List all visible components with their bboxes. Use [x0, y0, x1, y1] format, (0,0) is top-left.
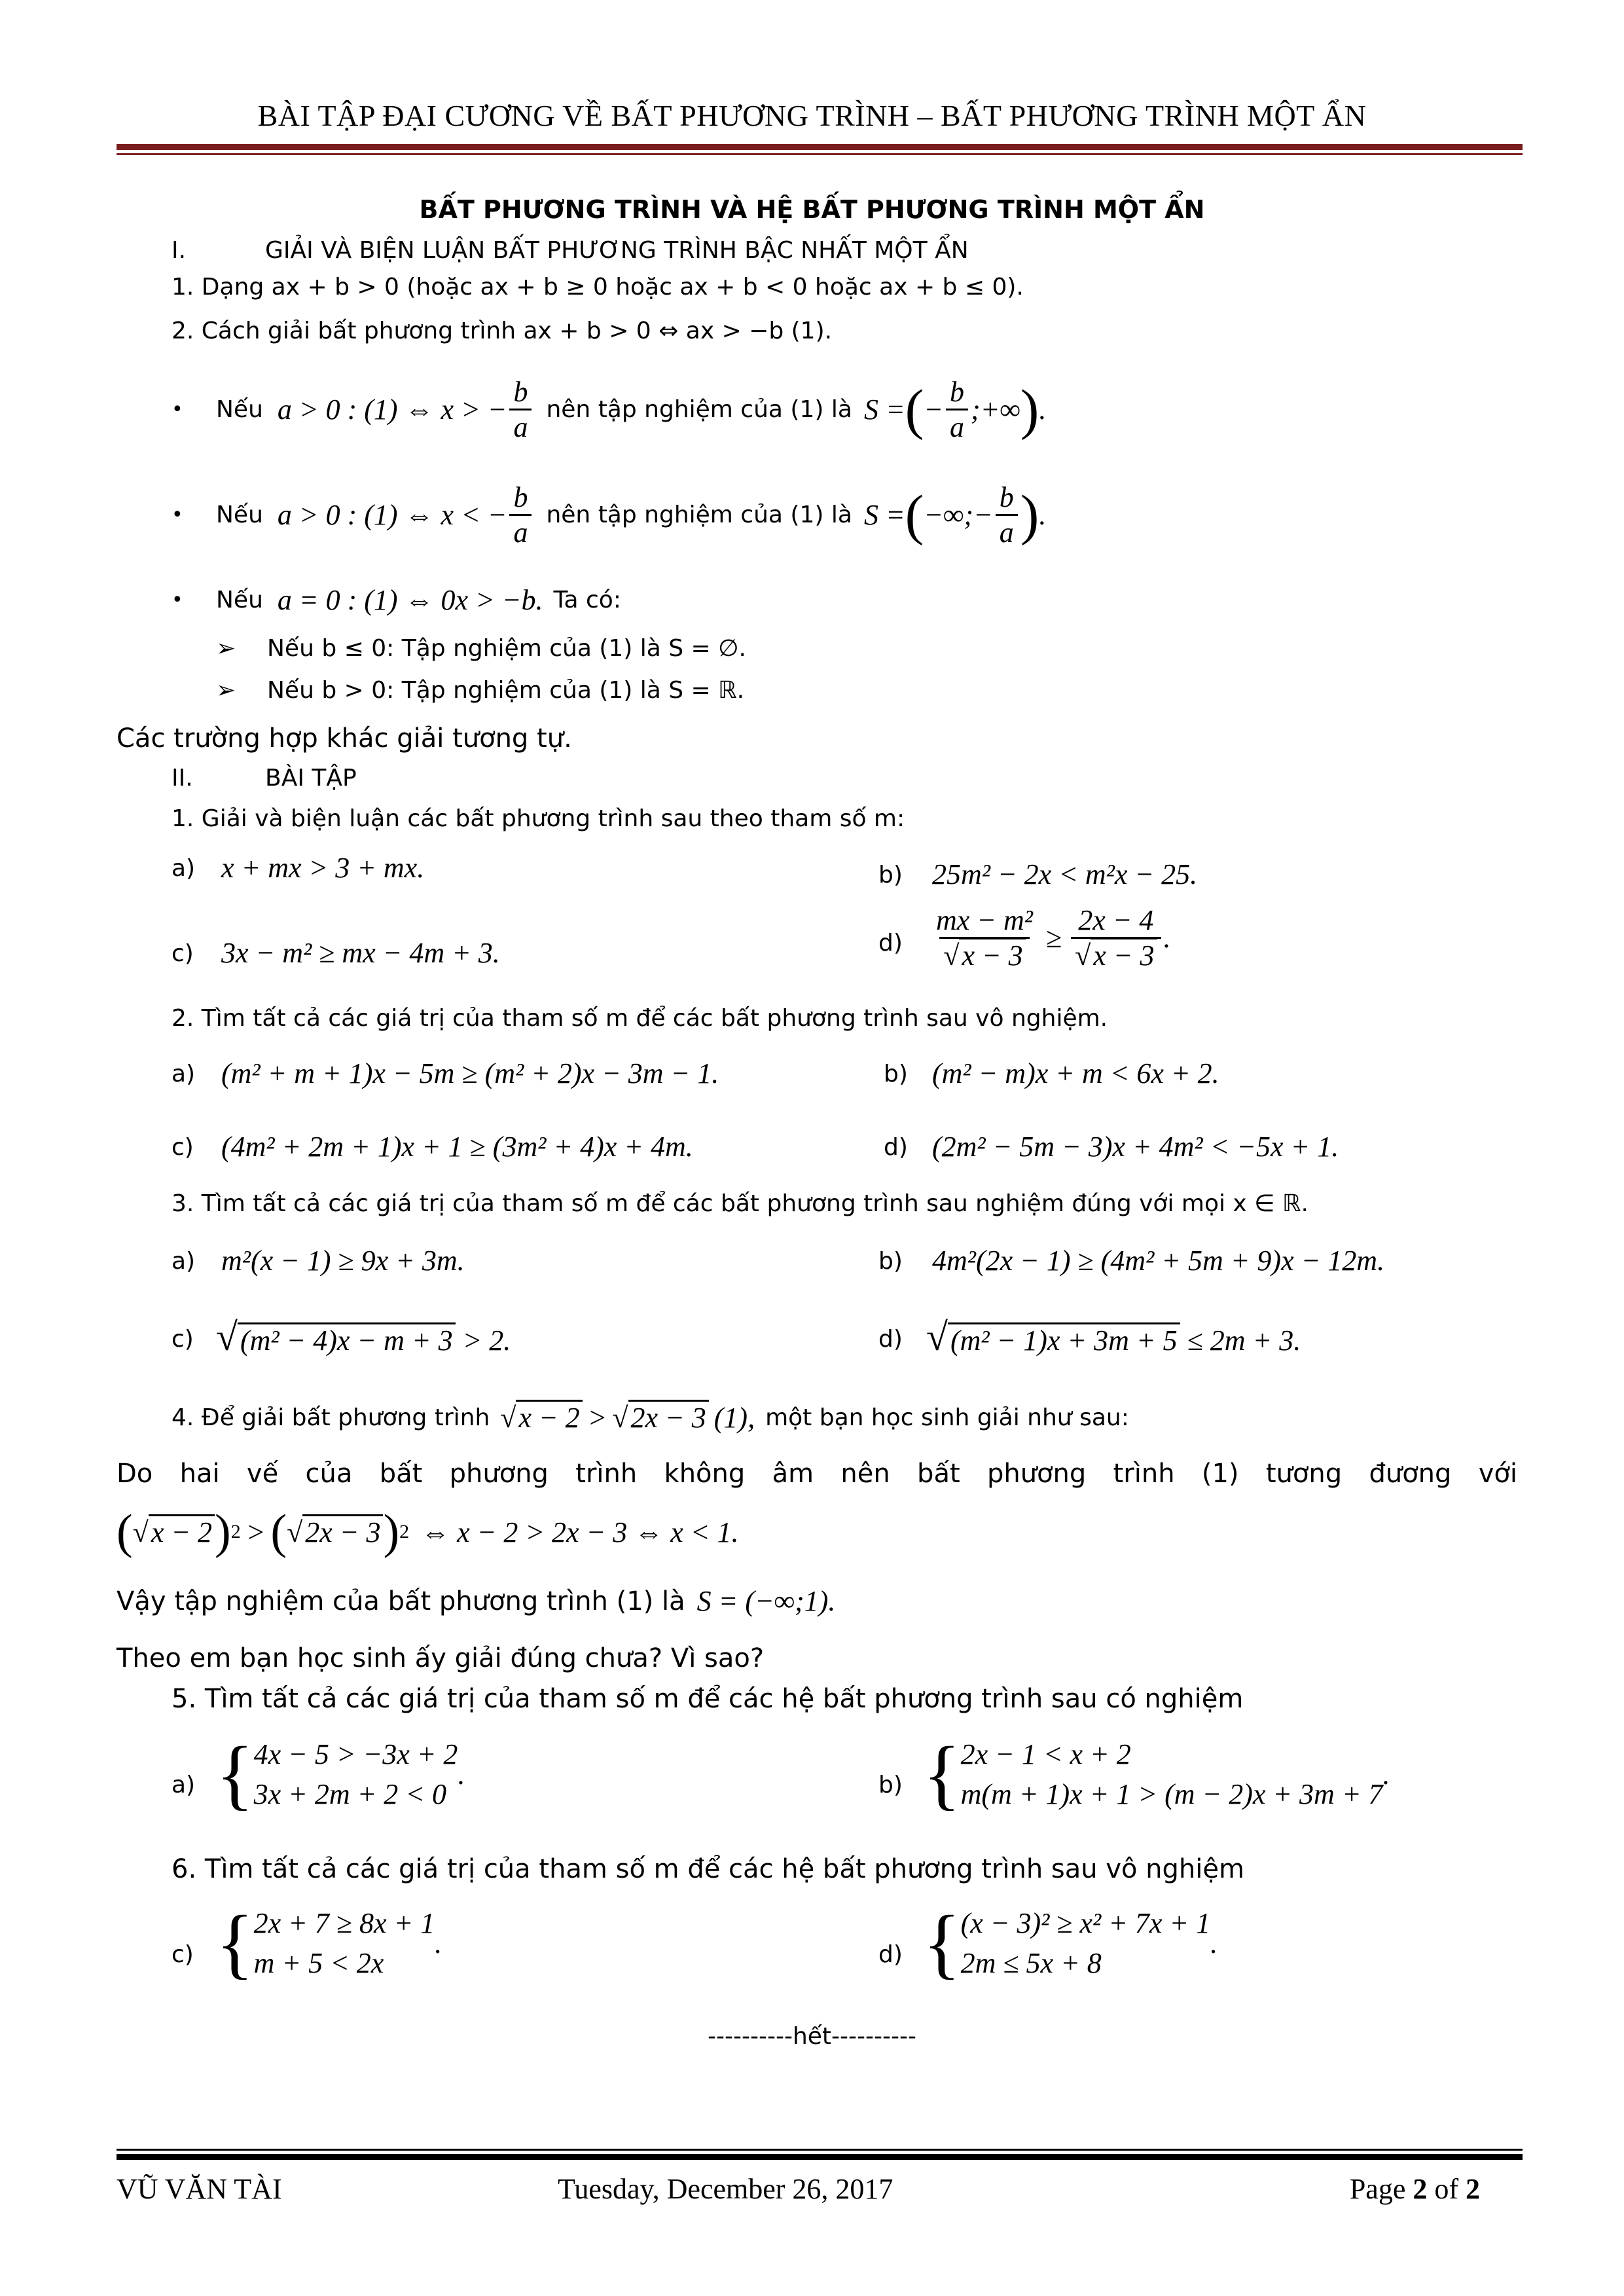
subcase-1-text: Nếu b ≤ 0: Tập nghiệm của (1) là S = ∅.	[267, 635, 746, 662]
case2-set-fraction: $\frac{b}{a}$	[996, 481, 1018, 549]
label-3a: a)	[171, 1248, 196, 1275]
q2c: (4m² + 2m + 1)x + 1 ≥ (3m² + 4)x + 4m.	[221, 1131, 693, 1163]
question-6: 6. Tìm tất cả các giá trị của tham số m để các hệ bất phương trình sau vô nghiệm	[171, 1854, 1244, 1884]
q1a: x + mx > 3 + mx.	[221, 852, 425, 884]
q4-suffix: một bạn học sinh giải như sau:	[765, 1404, 1129, 1431]
main-title: BẤT PHƯƠNG TRÌNH VÀ HỆ BẤT PHƯƠNG TRÌNH MỘT ẨN	[419, 195, 1205, 224]
label-6c: c)	[171, 1941, 194, 1968]
q6c-system: { 2x + 7 ≥ 8x + 1 m + 5 < 2x .	[216, 1899, 442, 1986]
question-1: 1. Giải và biện luận các bất phương trình sau theo tham số m:	[171, 805, 905, 832]
question-3: 3. Tìm tất cả các giá trị của tham số m để các bất phương trình sau nghiệm đúng với mọi x ∈ ℝ.	[171, 1190, 1308, 1217]
label-6d: d)	[878, 1941, 903, 1968]
case1-fraction: $\frac{b}{a}$	[509, 375, 532, 444]
label-2a: a)	[171, 1061, 196, 1087]
q5b-system: { 2x − 1 < x + 2 m(m + 1)x + 1 > (m − 2)x + 3m + 7 .	[923, 1730, 1390, 1817]
brace-icon: {	[216, 1730, 254, 1817]
subcase-1	[216, 635, 746, 662]
end-marker: ----------hết----------	[708, 2023, 916, 2050]
q3c: √(m² − 4)x − m + 3 > 2.	[216, 1315, 511, 1358]
case1-set-suffix: ;+∞	[970, 393, 1020, 426]
footer-date: Tuesday, December 26, 2017	[558, 2173, 893, 2205]
bullet-case-1: • Nếu a > 0 : (1) ⇔ x > − $\frac{b}{a}$ nên tập nghiệm của (1) là S = ( − $\frac{b}{a}$ ;+∞ ) .	[171, 375, 1047, 443]
q2b: (m² − m)x + m < 6x + 2.	[932, 1057, 1219, 1089]
q4-line-1: Do hai vế của bất phương trình không âm nên bất phương trình (1) tương đương với	[117, 1459, 1517, 1489]
item-2: 2. Cách giải bất phương trình ax + b > 0 ⇔ ax > −b (1).	[171, 318, 833, 344]
case2-set-prefix: S =	[863, 498, 905, 531]
label-2c: c)	[171, 1134, 194, 1161]
q3d: √(m² − 1)x + 3m + 5 ≤ 2m + 3.	[926, 1315, 1301, 1358]
item-1: 1. Dạng ax + b > 0 (hoặc ax + b ≥ 0 hoặc ax + b < 0 hoặc ax + b ≤ 0).	[171, 274, 1024, 301]
case1-middle: nên tập nghiệm của (1) là	[546, 395, 852, 423]
footer-page: Page 2 of 2	[1349, 2173, 1480, 2205]
case3-tail: Ta có:	[553, 586, 621, 613]
q3b: 4m²(2x − 1) ≥ (4m² + 5m + 9)x − 12m.	[932, 1245, 1385, 1277]
bullet-case-2: • Nếu a > 0 : (1) ⇔ x < − $\frac{b}{a}$ nên tập nghiệm của (1) là S = ( −∞;− $\frac{b}{a}$ ) .	[171, 481, 1047, 549]
footer-rule-thin	[117, 2149, 1523, 2151]
q1d: $\frac{\text{mx − m²}}{√x - 3}$ ≥ $\frac{2x - 4}{√x - 3}$ .	[929, 903, 1171, 972]
label-1d: d)	[878, 930, 903, 957]
label-2d: d)	[884, 1134, 908, 1161]
case1-set-fraction: $\frac{b}{a}$	[946, 375, 968, 444]
bullet-case-3	[171, 576, 621, 623]
sec2-title: BÀI TẬP	[265, 765, 357, 792]
case1-condition: a > 0 : (1) ⇔ x > −	[277, 393, 507, 426]
label-1b: b)	[878, 862, 903, 888]
case2-prefix: Nếu	[216, 501, 263, 528]
label-1a: a)	[171, 855, 196, 882]
label-3d: d)	[878, 1326, 903, 1353]
q1c: 3x − m² ≥ mx − 4m + 3.	[221, 937, 500, 969]
case1-set-prefix: S =	[863, 393, 905, 426]
subcase-2-text: Nếu b > 0: Tập nghiệm của (1) là S = ℝ.	[267, 677, 745, 704]
label-1c: c)	[171, 940, 194, 967]
label-2b: b)	[884, 1061, 908, 1087]
footer-author: VŨ VĂN TÀI	[117, 2173, 282, 2205]
header-rule-thick	[117, 144, 1523, 150]
sec2-num: II.	[171, 765, 193, 792]
header-title: BÀI TẬP ĐẠI CƯƠNG VỀ BẤT PHƯƠNG TRÌNH – BẤT PHƯƠNG TRÌNH MỘT ẨN	[257, 99, 1367, 132]
case2-middle: nên tập nghiệm của (1) là	[546, 501, 852, 528]
label-5b: b)	[878, 1772, 903, 1798]
question-4: 4. Để giải bất phương trình √x − 2 > √2x − 3 (1), một bạn học sinh giải như sau:	[171, 1394, 1129, 1440]
brace-icon: {	[923, 1730, 961, 1817]
case2-fraction: $\frac{b}{a}$	[509, 481, 532, 549]
case3-prefix: Nếu	[216, 586, 263, 613]
header-rule-thin	[117, 153, 1523, 155]
sec1-num: I.	[171, 237, 187, 264]
case1-prefix: Nếu	[216, 395, 263, 423]
q4-line-3: Vậy tập nghiệm của bất phương trình (1) là S = (−∞;1).	[117, 1585, 836, 1617]
q1d-fraction-left: $\frac{\text{mx − m²}}{√x - 3}$	[936, 904, 1033, 972]
q4-tag: (1),	[713, 1401, 755, 1434]
q2d: (2m² − 5m − 3)x + 4m² < −5x + 1.	[932, 1131, 1339, 1163]
label-3b: b)	[878, 1248, 903, 1275]
bullet-icon: •	[171, 588, 183, 611]
q6d-system: { (x − 3)² ≥ x² + 7x + 1 2m ≤ 5x + 8 .	[923, 1899, 1218, 1986]
q3a: m²(x − 1) ≥ 9x + 3m.	[221, 1245, 465, 1277]
footer-rule-thick	[117, 2154, 1523, 2160]
label-5a: a)	[171, 1772, 196, 1798]
brace-icon: {	[923, 1899, 961, 1986]
arrow-icon: ➢	[216, 677, 236, 704]
case2-condition: a > 0 : (1) ⇔ x < −	[277, 498, 507, 531]
question-2: 2. Tìm tất cả các giá trị của tham số m để các bất phương trình sau vô nghiệm.	[171, 1005, 1108, 1032]
sec1-title: GIẢI VÀ BIỆN LUẬN BẤT PHƯƠNG TRÌNH BẬC NHẤT MỘT ẨN	[265, 237, 969, 264]
brace-icon: {	[216, 1899, 254, 1986]
bullet-icon: •	[171, 503, 183, 526]
question-5: 5. Tìm tất cả các giá trị của tham số m để các hệ bất phương trình sau có nghiệm	[171, 1684, 1244, 1714]
case3-condition: a = 0 : (1) ⇔ 0x > −b.	[277, 583, 543, 616]
q1d-fraction-right: $\frac{2x - 4}{√x - 3}$	[1071, 903, 1161, 972]
q2a: (m² + m + 1)x − 5m ≥ (m² + 2)x − 3m − 1.	[221, 1057, 719, 1089]
q4-prefix: 4. Để giải bất phương trình	[171, 1404, 490, 1431]
other-cases: Các trường hợp khác giải tương tự.	[117, 723, 572, 754]
q4-line-2: ( √x − 2 ) 2 > ( √2x − 3 ) 2 ⇔ x − 2 > 2x − 3 ⇔ x < 1.	[117, 1505, 739, 1559]
label-3c: c)	[171, 1326, 194, 1353]
q4-line-2-rest: ⇔ x − 2 > 2x − 3 ⇔ x < 1.	[421, 1516, 739, 1548]
q1b: 25m² − 2x < m²x − 25.	[932, 858, 1198, 890]
case2-set-mid: −∞;−	[924, 498, 993, 531]
q4-line-4: Theo em bạn học sinh ấy giải đúng chưa? Vì sao?	[117, 1643, 765, 1673]
arrow-icon: ➢	[216, 635, 236, 662]
bullet-icon: •	[171, 397, 183, 421]
subcase-2	[216, 677, 744, 704]
q5a-system: { 4x − 5 > −3x + 2 3x + 2m + 2 < 0 .	[216, 1730, 465, 1817]
